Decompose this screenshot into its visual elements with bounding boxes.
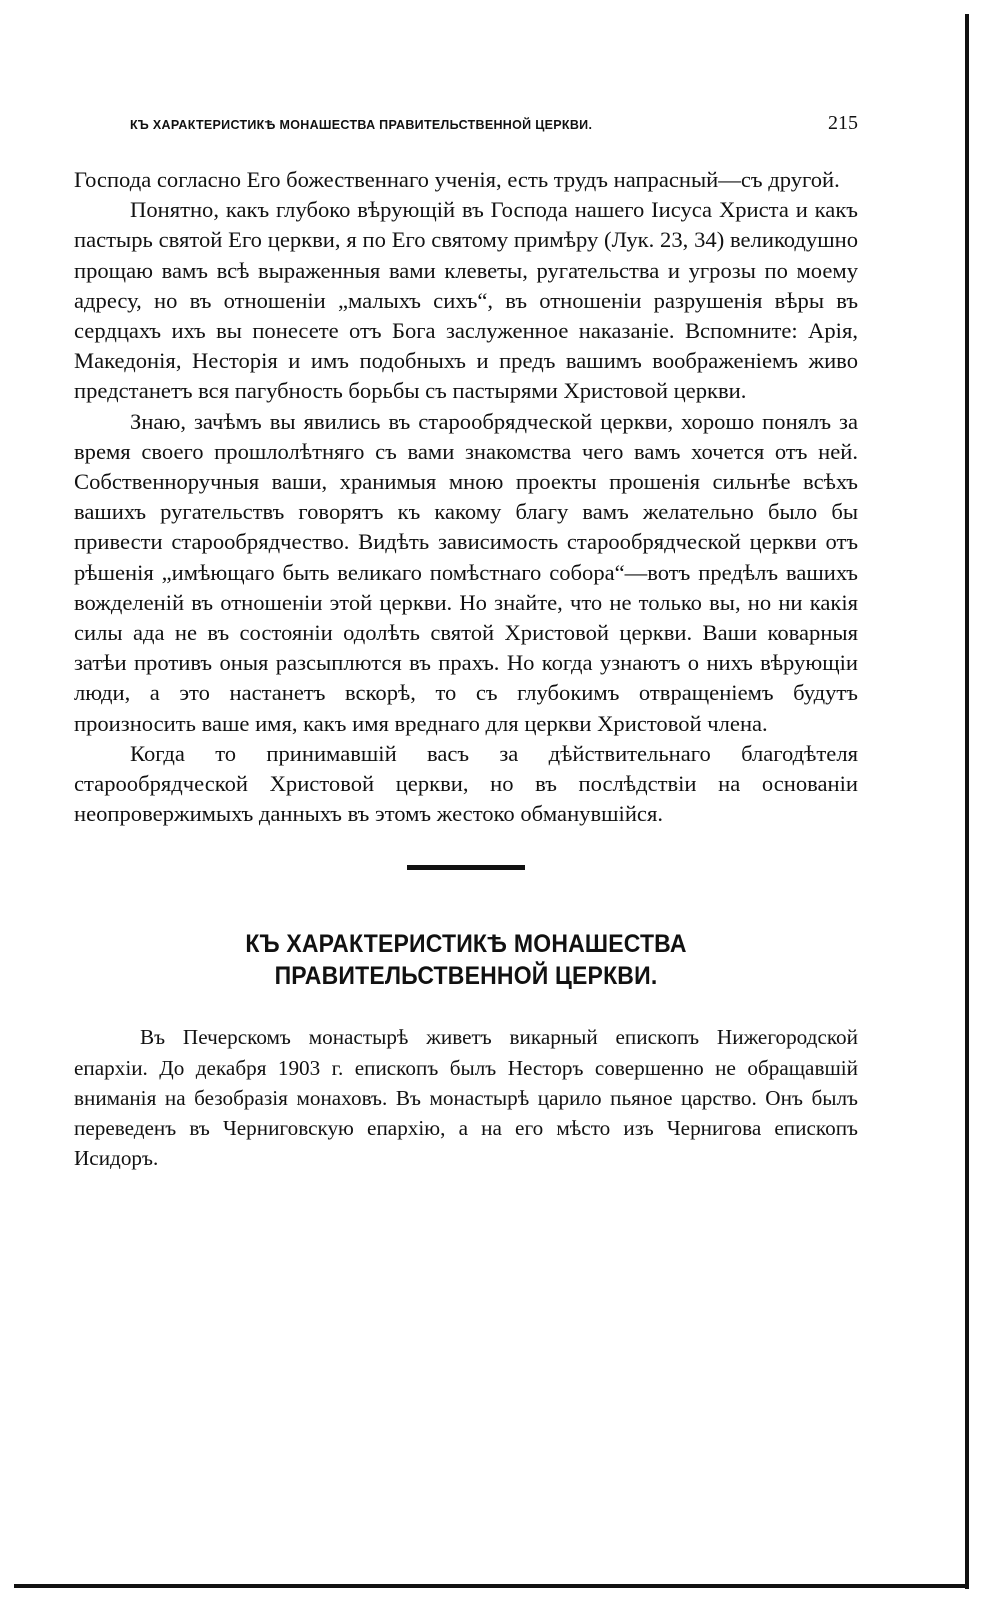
page-number: 215 — [828, 112, 858, 134]
book-page — [74, 112, 858, 1173]
letter-text — [74, 165, 858, 829]
article-title: КЪ ХАРАКТЕРИСТИКѢ МОНАШЕСТВА ПРАВИТЕЛЬСТВЕННОЙ ЦЕРКВИ. — [245, 930, 687, 991]
paragraph-continuation: Господа согласно Его божественнаго ученія, есть трудъ напрасный—съ другой. — [74, 167, 840, 192]
paragraph: Знаю, зачѣмъ вы явились въ старообрядческой церкви, хорошо понялъ за время своего прошлолѣтняго съ вами знакомства чего вамъ хочется отъ ней. Собственноручныя ваши, хранимыя мною проекты прошенія сильнѣе всѣхъ вашихъ ругательствъ говорятъ къ какому благу вамъ желательно было бы привести старообрядчество. Видѣть зависимость старообрядческой церкви отъ рѣшенія „имѣющаго быть великаго помѣстнаго собора“—вотъ предѣлъ вашихъ вожделеній въ отношеніи этой церкви. Но знайте, что не только вы, но ни какія силы ада не въ состояніи одолѣть святой Христовой церкви. Ваши коварныя затѣи противъ оныя разсыплются въ прахъ. Но когда узнаютъ о нихъ вѣрующіи люди, а это настанетъ вскорѣ, то съ глубокимъ отвращеніемъ будутъ произносить ваше имя, какъ имя вреднаго для церкви Христовой члена. — [74, 408, 858, 736]
page-frame-bottom-edge — [14, 1584, 969, 1588]
paragraph: Когда то принимавшій васъ за дѣйствительнаго благодѣтеля старообрядческой Христовой церкви, но въ послѣдствіи на основаніи неопровержимыхъ данныхъ въ этомъ жестоко обманувшійся. — [74, 740, 858, 827]
article-paragraph: Въ Печерскомъ монастырѣ живетъ викарный епископъ Нижегородской епархіи. До декабря 1903 г. епископъ былъ Несторъ совершенно не обращавшій вниманія на безобразія монаховъ. Въ монастырѣ царило пьяное царство. Онъ былъ переведенъ въ Черниговскую епархію, а на его мѣсто изъ Чернигова епископъ Исидоръ. — [74, 1025, 858, 1171]
article-text — [74, 1022, 858, 1173]
page-frame-right-edge — [965, 14, 969, 1589]
paragraph: Понятно, какъ глубоко вѣрующій въ Господа нашего Іисуса Христа и какъ пастырь святой Его церкви, я по Его святому примѣру (Лук. 23, 34) великодушно прощаю вамъ всѣ выраженныя вами клеветы, ругательства и угрозы по моему адресу, но въ отношеніи „малыхъ сихъ“, въ отношеніи разрушенія вѣры въ сердцахъ ихъ вы понесете отъ Бога заслуженное наказаніе. Вспомните: Арія, Македонія, Несторія и имъ подобныхъ и предъ вашимъ воображеніемъ живо предстанетъ вся пагубность борьбы съ пастырями Христовой церкви. — [74, 197, 858, 404]
running-head — [74, 112, 858, 135]
running-head-title: КЪ ХАРАКТЕРИСТИКѢ МОНАШЕСТВА ПРАВИТЕЛЬСТВЕННОЙ ЦЕРКВИ. — [130, 118, 593, 132]
section-divider-rule — [407, 865, 525, 870]
